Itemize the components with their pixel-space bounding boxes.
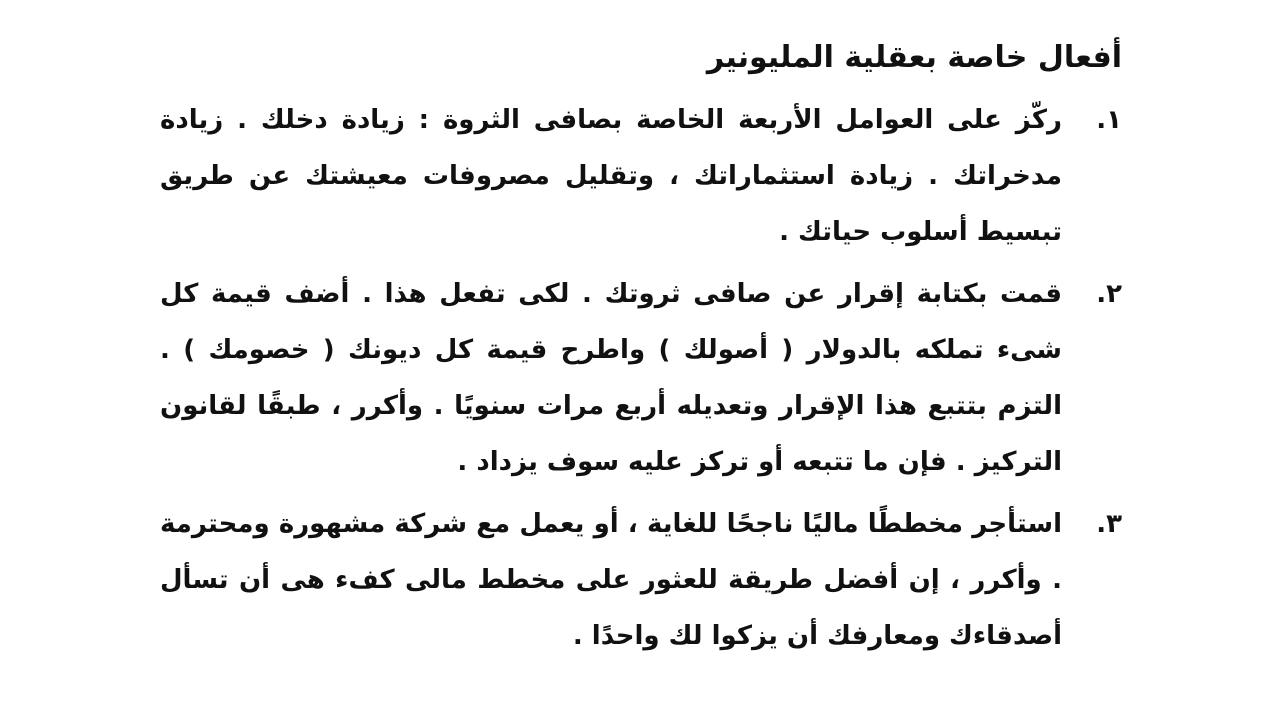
list-item [160, 496, 1122, 664]
item-text: استأجر مخططًا ماليًا ناجحًا للغاية ، أو يعمل مع شركة مشهورة ومحترمة . وأكرر ، إن أفضل طريقة للعثور على مخطط مالى كفء هى أن تسأل أصدقاءك ومعارفك أن يزكوا لك واحدًا . [160, 509, 1062, 651]
item-number: ١. [1096, 105, 1122, 135]
section-heading: أفعال خاصة بعقلية المليونير [706, 40, 1122, 75]
item-number: ٣. [1096, 509, 1122, 539]
list-item [160, 266, 1122, 490]
item-text: قمت بكتابة إقرار عن صافى ثروتك . لكى تفعل هذا . أضف قيمة كل شىء تملكه بالدولار ( أصولك ) واطرح قيمة كل ديونك ( خصومك ) . التزم بتتبع هذا الإقرار وتعديله أربع مرات سنويًا . وأكرر ، طبقًا لقانون التركيز . فإن ما تتبعه أو تركز عليه سوف يزداد . [160, 279, 1062, 477]
item-text: ركّز على العوامل الأربعة الخاصة بصافى الثروة : زيادة دخلك . زيادة مدخراتك . زيادة استثماراتك ، وتقليل مصروفات معيشتك عن طريق تبسيط أسلوب حياتك . [160, 105, 1062, 247]
item-number: ٢. [1096, 279, 1122, 309]
document-page [160, 30, 1122, 670]
action-list [160, 92, 1122, 664]
list-item [160, 92, 1122, 260]
